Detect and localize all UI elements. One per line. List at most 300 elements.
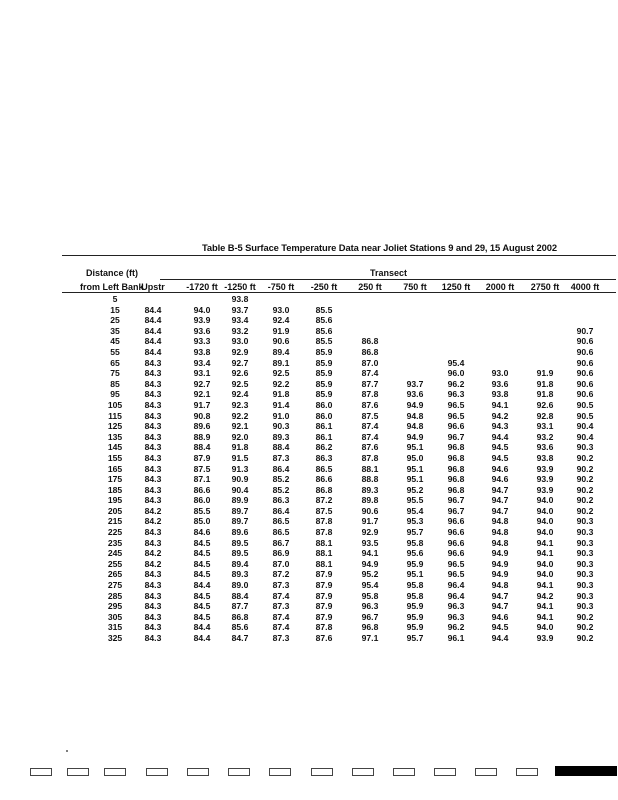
temperature-cell: 86.5 bbox=[272, 516, 290, 527]
temperature-cell: 86.1 bbox=[315, 421, 333, 432]
temperature-cell: 96.5 bbox=[447, 558, 465, 569]
temperature-cell: 88.4 bbox=[231, 590, 249, 601]
temperature-cell: 88.4 bbox=[193, 442, 211, 453]
temperature-cell: 95.2 bbox=[361, 569, 379, 580]
temperature-cell: 92.6 bbox=[231, 368, 249, 379]
temperature-cell: 90.2 bbox=[576, 463, 594, 474]
distance-cell: 185 bbox=[107, 484, 123, 495]
temperature-cell: 84.5 bbox=[193, 601, 211, 612]
distance-cell: 35 bbox=[110, 325, 120, 336]
temperature-cell: 84.7 bbox=[231, 633, 249, 643]
temperature-cell: 89.6 bbox=[231, 527, 249, 538]
temperature-cell: 86.6 bbox=[315, 474, 333, 485]
temperature-cell: 89.9 bbox=[231, 495, 249, 506]
distance-cell: 145 bbox=[107, 442, 123, 453]
column-header: -1250 ft bbox=[224, 282, 256, 292]
temperature-cell: 89.7 bbox=[231, 505, 249, 516]
distance-cell: 225 bbox=[107, 527, 123, 538]
temperature-cell: 84.3 bbox=[144, 421, 162, 432]
temperature-cell: 86.3 bbox=[315, 452, 333, 463]
temperature-cell: 87.2 bbox=[272, 569, 290, 580]
temperature-cell: 93.0 bbox=[272, 304, 290, 315]
footer-box bbox=[311, 768, 333, 776]
temperature-cell: 89.3 bbox=[231, 569, 249, 580]
distance-cell: 65 bbox=[110, 357, 120, 368]
temperature-cell: 86.4 bbox=[272, 463, 290, 474]
temperature-cell: 88.1 bbox=[315, 548, 333, 559]
temperature-cell: 87.7 bbox=[231, 601, 249, 612]
header-transect: Transect bbox=[370, 268, 408, 278]
temperature-cell: 85.5 bbox=[315, 304, 333, 315]
temperature-cell: 90.3 bbox=[576, 527, 594, 538]
temperature-cell: 94.1 bbox=[361, 548, 379, 559]
temperature-cell: 96.8 bbox=[447, 452, 465, 463]
temperature-cell: 91.9 bbox=[272, 325, 290, 336]
temperature-cell: 91.0 bbox=[272, 410, 290, 421]
table-row bbox=[0, 411, 618, 422]
temperature-cell: 84.3 bbox=[144, 484, 162, 495]
temperature-cell: 92.9 bbox=[231, 346, 249, 357]
temperature-cell: 96.3 bbox=[447, 611, 465, 622]
temperature-cell: 87.8 bbox=[361, 389, 379, 400]
footer-box bbox=[269, 768, 291, 776]
temperature-cell: 88.4 bbox=[272, 442, 290, 453]
temperature-cell: 85.2 bbox=[272, 484, 290, 495]
temperature-cell: 94.7 bbox=[491, 590, 509, 601]
temperature-cell: 93.2 bbox=[536, 431, 554, 442]
temperature-cell: 90.2 bbox=[576, 611, 594, 622]
temperature-cell: 93.5 bbox=[361, 537, 379, 548]
temperature-cell: 84.4 bbox=[144, 315, 162, 326]
temperature-cell: 93.9 bbox=[536, 463, 554, 474]
temperature-cell: 96.6 bbox=[447, 537, 465, 548]
temperature-cell: 84.3 bbox=[144, 495, 162, 506]
column-header: Upstr bbox=[141, 282, 165, 292]
temperature-cell: 93.6 bbox=[536, 442, 554, 453]
temperature-cell: 96.7 bbox=[447, 495, 465, 506]
temperature-cell: 87.0 bbox=[272, 558, 290, 569]
table-row bbox=[0, 622, 618, 633]
temperature-cell: 93.9 bbox=[536, 633, 554, 643]
footer-box bbox=[434, 768, 456, 776]
column-header: -250 ft bbox=[310, 282, 338, 292]
temperature-cell: 86.4 bbox=[272, 505, 290, 516]
temperature-cell: 96.4 bbox=[447, 590, 465, 601]
temperature-cell: 94.6 bbox=[491, 611, 509, 622]
temperature-cell: 91.9 bbox=[536, 368, 554, 379]
temperature-cell: 87.6 bbox=[315, 633, 333, 643]
distance-cell: 195 bbox=[107, 495, 123, 506]
temperature-cell: 92.1 bbox=[193, 389, 211, 400]
temperature-cell: 94.7 bbox=[491, 505, 509, 516]
temperature-cell: 90.3 bbox=[576, 580, 594, 591]
temperature-cell: 91.4 bbox=[272, 399, 290, 410]
temperature-cell: 93.0 bbox=[231, 336, 249, 347]
temperature-cell: 84.3 bbox=[144, 399, 162, 410]
temperature-cell: 87.9 bbox=[193, 452, 211, 463]
temperature-cell: 86.8 bbox=[231, 611, 249, 622]
table-row bbox=[0, 368, 618, 379]
distance-cell: 215 bbox=[107, 516, 123, 527]
footer-box bbox=[104, 768, 126, 776]
temperature-cell: 88.1 bbox=[315, 537, 333, 548]
column-header: 2000 ft bbox=[485, 282, 515, 292]
temperature-cell: 92.5 bbox=[272, 368, 290, 379]
distance-cell: 55 bbox=[110, 346, 120, 357]
temperature-cell: 85.5 bbox=[193, 505, 211, 516]
distance-cell: 275 bbox=[107, 580, 123, 591]
temperature-cell: 94.1 bbox=[536, 537, 554, 548]
temperature-cell: 88.1 bbox=[361, 463, 379, 474]
temperature-cell: 86.0 bbox=[193, 495, 211, 506]
table-row bbox=[0, 358, 618, 369]
temperature-cell: 87.4 bbox=[361, 421, 379, 432]
distance-cell: 285 bbox=[107, 590, 123, 601]
temperature-cell: 96.8 bbox=[447, 474, 465, 485]
temperature-cell: 94.0 bbox=[536, 622, 554, 633]
distance-cell: 175 bbox=[107, 474, 123, 485]
temperature-cell: 91.8 bbox=[231, 442, 249, 453]
temperature-cell: 96.8 bbox=[447, 442, 465, 453]
temperature-cell: 93.6 bbox=[193, 325, 211, 336]
temperature-cell: 87.4 bbox=[272, 590, 290, 601]
distance-cell: 205 bbox=[107, 505, 123, 516]
temperature-cell: 94.1 bbox=[536, 601, 554, 612]
temperature-cell: 95.1 bbox=[406, 442, 424, 453]
temperature-cell: 94.9 bbox=[491, 558, 509, 569]
temperature-cell: 92.7 bbox=[193, 378, 211, 389]
temperature-cell: 94.5 bbox=[491, 442, 509, 453]
temperature-cell: 94.1 bbox=[536, 548, 554, 559]
temperature-cell: 95.1 bbox=[406, 463, 424, 474]
temperature-cell: 89.3 bbox=[361, 484, 379, 495]
temperature-cell: 94.9 bbox=[491, 548, 509, 559]
temperature-cell: 84.6 bbox=[193, 527, 211, 538]
temperature-cell: 96.7 bbox=[447, 431, 465, 442]
temperature-cell: 96.8 bbox=[447, 463, 465, 474]
temperature-cell: 95.9 bbox=[406, 611, 424, 622]
table-row bbox=[0, 569, 618, 580]
temperature-cell: 89.7 bbox=[231, 516, 249, 527]
temperature-cell: 94.6 bbox=[491, 463, 509, 474]
table-title: Table B-5 Surface Temperature Data near Joliet Stations 9 and 29, 15 August 2002 bbox=[202, 242, 557, 253]
temperature-cell: 90.6 bbox=[576, 346, 594, 357]
temperature-cell: 94.8 bbox=[491, 580, 509, 591]
temperature-cell: 84.3 bbox=[144, 590, 162, 601]
temperature-cell: 90.6 bbox=[576, 368, 594, 379]
temperature-cell: 84.4 bbox=[144, 325, 162, 336]
temperature-cell: 93.7 bbox=[231, 304, 249, 315]
temperature-cell: 94.0 bbox=[536, 516, 554, 527]
table-row bbox=[0, 601, 618, 612]
distance-cell: 325 bbox=[107, 633, 123, 643]
temperature-cell: 94.8 bbox=[491, 537, 509, 548]
table-row bbox=[0, 294, 618, 305]
footer-box bbox=[352, 768, 374, 776]
temperature-cell: 96.4 bbox=[447, 580, 465, 591]
temperature-cell: 96.2 bbox=[447, 378, 465, 389]
temperature-cell: 84.4 bbox=[193, 580, 211, 591]
temperature-cell: 90.2 bbox=[576, 484, 594, 495]
temperature-cell: 84.5 bbox=[193, 537, 211, 548]
temperature-cell: 84.2 bbox=[144, 505, 162, 516]
temperature-cell: 87.4 bbox=[361, 431, 379, 442]
header-from-left-bank: from Left Bank bbox=[80, 282, 144, 292]
temperature-cell: 95.9 bbox=[406, 558, 424, 569]
temperature-cell: 94.4 bbox=[491, 633, 509, 643]
table-row bbox=[0, 453, 618, 464]
temperature-cell: 87.1 bbox=[193, 474, 211, 485]
temperature-cell: 84.2 bbox=[144, 558, 162, 569]
temperature-cell: 86.2 bbox=[315, 442, 333, 453]
temperature-cell: 91.8 bbox=[536, 389, 554, 400]
temperature-cell: 84.3 bbox=[144, 431, 162, 442]
temperature-cell: 87.6 bbox=[361, 399, 379, 410]
table-row bbox=[0, 347, 618, 358]
temperature-cell: 94.7 bbox=[491, 484, 509, 495]
temperature-cell: 95.2 bbox=[406, 484, 424, 495]
temperature-cell: 85.9 bbox=[315, 357, 333, 368]
table-row bbox=[0, 442, 618, 453]
temperature-cell: 90.3 bbox=[576, 601, 594, 612]
temperature-cell: 90.5 bbox=[576, 399, 594, 410]
temperature-cell: 86.1 bbox=[315, 431, 333, 442]
temperature-cell: 90.4 bbox=[231, 484, 249, 495]
distance-cell: 25 bbox=[110, 315, 120, 326]
temperature-cell: 87.6 bbox=[361, 442, 379, 453]
temperature-cell: 94.9 bbox=[491, 569, 509, 580]
temperature-cell: 90.7 bbox=[576, 325, 594, 336]
title-rule bbox=[62, 255, 616, 256]
table-row bbox=[0, 495, 618, 506]
temperature-cell: 95.5 bbox=[406, 495, 424, 506]
temperature-cell: 96.7 bbox=[447, 505, 465, 516]
temperature-cell: 97.1 bbox=[361, 633, 379, 643]
temperature-cell: 93.8 bbox=[491, 389, 509, 400]
temperature-cell: 86.3 bbox=[272, 495, 290, 506]
temperature-cell: 87.3 bbox=[272, 633, 290, 643]
temperature-cell: 92.2 bbox=[272, 378, 290, 389]
distance-cell: 75 bbox=[110, 368, 120, 379]
temperature-cell: 84.3 bbox=[144, 442, 162, 453]
temperature-cell: 87.9 bbox=[315, 601, 333, 612]
temperature-cell: 95.8 bbox=[406, 580, 424, 591]
temperature-cell: 96.6 bbox=[447, 516, 465, 527]
footer-box bbox=[146, 768, 168, 776]
temperature-cell: 92.2 bbox=[231, 410, 249, 421]
temperature-cell: 94.5 bbox=[491, 622, 509, 633]
footer-box bbox=[475, 768, 497, 776]
temperature-cell: 93.3 bbox=[193, 336, 211, 347]
table-row bbox=[0, 485, 618, 496]
temperature-cell: 85.9 bbox=[315, 389, 333, 400]
temperature-cell: 91.3 bbox=[231, 463, 249, 474]
temperature-cell: 93.9 bbox=[536, 484, 554, 495]
distance-cell: 45 bbox=[110, 336, 120, 347]
temperature-cell: 96.5 bbox=[447, 399, 465, 410]
temperature-cell: 93.8 bbox=[231, 294, 249, 304]
temperature-cell: 96.8 bbox=[447, 484, 465, 495]
temperature-cell: 94.6 bbox=[491, 474, 509, 485]
temperature-cell: 90.2 bbox=[576, 622, 594, 633]
temperature-cell: 94.7 bbox=[491, 495, 509, 506]
column-header: 4000 ft bbox=[570, 282, 600, 292]
column-header: 750 ft bbox=[403, 282, 427, 292]
temperature-cell: 89.4 bbox=[272, 346, 290, 357]
temperature-cell: 86.6 bbox=[193, 484, 211, 495]
temperature-cell: 87.8 bbox=[315, 516, 333, 527]
column-header: 1250 ft bbox=[441, 282, 471, 292]
temperature-cell: 95.4 bbox=[447, 357, 465, 368]
temperature-cell: 93.1 bbox=[536, 421, 554, 432]
temperature-cell: 91.5 bbox=[231, 452, 249, 463]
temperature-cell: 90.6 bbox=[576, 389, 594, 400]
temperature-cell: 84.3 bbox=[144, 452, 162, 463]
header-distance: Distance (ft) bbox=[86, 268, 139, 278]
table-row bbox=[0, 421, 618, 432]
black-tab-marker bbox=[555, 766, 617, 776]
temperature-cell: 93.4 bbox=[193, 357, 211, 368]
temperature-cell: 84.4 bbox=[193, 622, 211, 633]
temperature-cell: 90.3 bbox=[576, 569, 594, 580]
temperature-cell: 84.3 bbox=[144, 633, 162, 643]
temperature-cell: 91.7 bbox=[361, 516, 379, 527]
temperature-cell: 90.8 bbox=[193, 410, 211, 421]
table-row bbox=[0, 559, 618, 570]
temperature-cell: 95.3 bbox=[406, 516, 424, 527]
temperature-cell: 84.5 bbox=[193, 611, 211, 622]
distance-cell: 105 bbox=[107, 399, 123, 410]
temperature-cell: 90.2 bbox=[576, 474, 594, 485]
temperature-cell: 86.7 bbox=[272, 537, 290, 548]
temperature-cell: 87.8 bbox=[315, 527, 333, 538]
footer-box bbox=[516, 768, 538, 776]
distance-cell: 315 bbox=[107, 622, 123, 633]
table-row bbox=[0, 591, 618, 602]
table-row bbox=[0, 379, 618, 390]
temperature-cell: 90.3 bbox=[576, 537, 594, 548]
temperature-cell: 84.3 bbox=[144, 622, 162, 633]
temperature-cell: 94.9 bbox=[406, 431, 424, 442]
table-row bbox=[0, 548, 618, 559]
temperature-cell: 95.0 bbox=[406, 452, 424, 463]
temperature-cell: 92.4 bbox=[231, 389, 249, 400]
temperature-cell: 92.0 bbox=[231, 431, 249, 442]
table-row bbox=[0, 432, 618, 443]
temperature-cell: 94.0 bbox=[536, 527, 554, 538]
temperature-cell: 85.0 bbox=[193, 516, 211, 527]
distance-cell: 305 bbox=[107, 611, 123, 622]
temperature-cell: 93.0 bbox=[491, 368, 509, 379]
temperature-cell: 90.2 bbox=[576, 495, 594, 506]
table-row bbox=[0, 612, 618, 623]
temperature-cell: 84.3 bbox=[144, 474, 162, 485]
table-row bbox=[0, 400, 618, 411]
temperature-cell: 96.3 bbox=[447, 389, 465, 400]
temperature-cell: 89.8 bbox=[361, 495, 379, 506]
temperature-cell: 90.9 bbox=[231, 474, 249, 485]
temperature-cell: 88.8 bbox=[361, 474, 379, 485]
temperature-cell: 86.8 bbox=[361, 336, 379, 347]
column-header: -750 ft bbox=[267, 282, 295, 292]
temperature-cell: 86.5 bbox=[272, 527, 290, 538]
distance-cell: 95 bbox=[110, 389, 120, 400]
temperature-cell: 84.3 bbox=[144, 368, 162, 379]
temperature-cell: 92.7 bbox=[231, 357, 249, 368]
temperature-cell: 87.3 bbox=[272, 452, 290, 463]
temperature-cell: 85.9 bbox=[315, 346, 333, 357]
temperature-cell: 90.6 bbox=[272, 336, 290, 347]
temperature-cell: 90.6 bbox=[576, 336, 594, 347]
temperature-cell: 87.7 bbox=[361, 378, 379, 389]
table-row bbox=[0, 538, 618, 549]
table-row bbox=[0, 326, 618, 337]
header-rule bbox=[62, 292, 616, 293]
temperature-cell: 94.5 bbox=[491, 452, 509, 463]
temperature-cell: 94.2 bbox=[491, 410, 509, 421]
temperature-cell: 95.9 bbox=[406, 622, 424, 633]
temperature-cell: 84.3 bbox=[144, 410, 162, 421]
temperature-cell: 94.1 bbox=[491, 399, 509, 410]
temperature-cell: 91.8 bbox=[536, 378, 554, 389]
temperature-cell: 93.6 bbox=[406, 389, 424, 400]
distance-cell: 5 bbox=[112, 294, 118, 304]
temperature-cell: 94.1 bbox=[536, 580, 554, 591]
temperature-cell: 84.4 bbox=[193, 633, 211, 643]
temperature-cell: 90.4 bbox=[576, 421, 594, 432]
temperature-cell: 87.0 bbox=[361, 357, 379, 368]
temperature-cell: 90.4 bbox=[576, 431, 594, 442]
temperature-cell: 90.2 bbox=[576, 633, 594, 643]
distance-cell: 255 bbox=[107, 558, 123, 569]
temperature-cell: 89.5 bbox=[231, 537, 249, 548]
temperature-cell: 87.4 bbox=[272, 622, 290, 633]
temperature-cell: 87.9 bbox=[315, 580, 333, 591]
temperature-cell: 94.8 bbox=[491, 516, 509, 527]
temperature-cell: 96.8 bbox=[361, 622, 379, 633]
temperature-cell: 95.8 bbox=[406, 590, 424, 601]
temperature-cell: 92.6 bbox=[536, 399, 554, 410]
temperature-cell: 94.3 bbox=[491, 421, 509, 432]
temperature-cell: 95.1 bbox=[406, 569, 424, 580]
distance-cell: 265 bbox=[107, 569, 123, 580]
temperature-cell: 90.3 bbox=[576, 442, 594, 453]
temperature-cell: 87.4 bbox=[361, 368, 379, 379]
temperature-cell: 87.5 bbox=[193, 463, 211, 474]
temperature-cell: 91.8 bbox=[272, 389, 290, 400]
temperature-cell: 93.2 bbox=[231, 325, 249, 336]
distance-cell: 235 bbox=[107, 537, 123, 548]
table-row bbox=[0, 506, 618, 517]
temperature-cell: 95.8 bbox=[406, 537, 424, 548]
temperature-cell: 94.8 bbox=[406, 421, 424, 432]
footer-box bbox=[30, 768, 52, 776]
temperature-cell: 95.4 bbox=[361, 580, 379, 591]
temperature-cell: 85.2 bbox=[272, 474, 290, 485]
table-row bbox=[0, 389, 618, 400]
temperature-cell: 90.3 bbox=[576, 548, 594, 559]
temperature-cell: 92.4 bbox=[272, 315, 290, 326]
distance-cell: 115 bbox=[108, 410, 122, 421]
temperature-cell: 94.9 bbox=[361, 558, 379, 569]
temperature-cell: 96.3 bbox=[361, 601, 379, 612]
temperature-cell: 94.9 bbox=[406, 399, 424, 410]
scan-speck bbox=[66, 750, 68, 752]
temperature-cell: 96.0 bbox=[447, 368, 465, 379]
temperature-cell: 92.5 bbox=[231, 378, 249, 389]
temperature-cell: 87.5 bbox=[361, 410, 379, 421]
temperature-cell: 93.8 bbox=[193, 346, 211, 357]
